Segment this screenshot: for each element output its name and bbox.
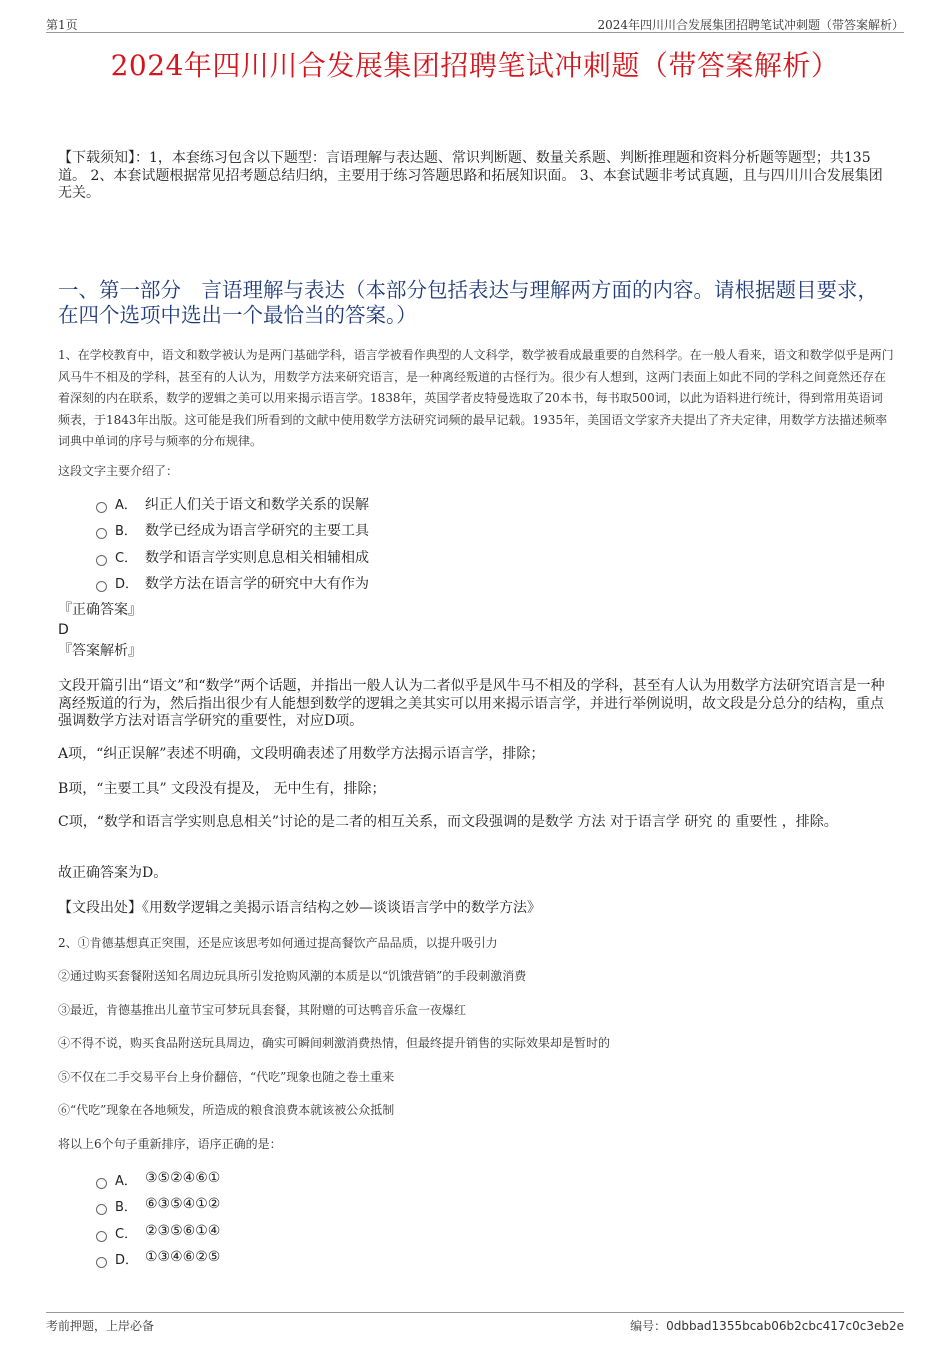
option-label: D． — [115, 576, 139, 592]
option-label: C． — [115, 550, 138, 566]
page-footer — [46, 1312, 904, 1333]
radio-icon[interactable] — [96, 1231, 107, 1242]
option-label: B． — [115, 1200, 137, 1216]
page-number: 第1页 — [46, 18, 78, 32]
question-2-line: ②通过购买套餐附送知名周边玩具所引发抢购风潮的本质是以“饥饿营销”的手段刺激消费 — [58, 969, 527, 983]
analysis-option-b: B项，“主要工具” 文段没有提及， 无中生有，排除； — [58, 781, 386, 797]
radio-icon[interactable] — [96, 502, 107, 513]
footer-code — [630, 1317, 904, 1334]
code-label: 编号： — [630, 1319, 667, 1333]
radio-icon[interactable] — [96, 555, 107, 566]
radio-icon[interactable] — [96, 581, 107, 592]
question-2-line: ⑤不仅在二手交易平台上身价翻倍，“代吃”现象也随之卷土重来 — [58, 1070, 395, 1084]
radio-icon[interactable] — [96, 1204, 107, 1215]
question-2-line: ③最近，肯德基推出儿童节宝可梦玩具套餐，其附赠的可达鸭音乐盒一夜爆红 — [58, 1003, 467, 1017]
question-2-line: ⑥“代吃”现象在各地频发，所造成的粮食浪费本就该被公众抵制 — [58, 1103, 395, 1117]
answer-heading: 『正确答案』 — [58, 602, 142, 618]
code-value: 0dbbad1355bcab06b2cbc417c0c3eb2e — [666, 1319, 904, 1333]
section-heading: 一、第一部分 言语理解与表达（本部分包括表达与理解两方面的内容。请根据题目要求，在四个选项中选出一个最恰当的答案。） — [58, 278, 878, 327]
analysis-option-a: A项，“纠正误解”表述不明确，文段明确表述了用数学方法揭示语言学，排除； — [58, 746, 545, 762]
option-label: C． — [115, 1226, 138, 1242]
option-text: ②③⑤⑥①④ — [145, 1222, 221, 1239]
header-doc-title: 2024年四川川合发展集团招聘笔试冲刺题（带答案解析） — [597, 18, 904, 32]
option-text: ⑥③⑤④①② — [145, 1196, 221, 1213]
download-notice: 【下载须知】：1，本套练习包含以下题型：言语理解与表达题、常识判断题、数量关系题、判断推理题和资料分析题等题型；共135道。 2、本套试题根据常见招考题总结归纳，主要用于练习答题思路和拓展知识面。 3、本套试题非考试真题，且与四川川合发展集团无关。 — [58, 150, 883, 201]
option-text: 纠正人们关于语文和数学关系的误解 — [145, 497, 369, 513]
analysis-conclusion: 故正确答案为D。 — [58, 865, 168, 881]
radio-icon[interactable] — [96, 1178, 107, 1189]
radio-icon[interactable] — [96, 528, 107, 539]
radio-icon[interactable] — [96, 1257, 107, 1268]
option-text: 数学已经成为语言学研究的主要工具 — [145, 523, 369, 540]
option-label: A． — [115, 498, 137, 513]
analysis-paragraph: 文段开篇引出“语文”和“数学”两个话题，并指出一般人认为二者似乎是风牛马不相及的学科，甚至有人认为用数学方法研究语言是一种离经叛道的行为，然后指出很少有人能想到数学的逻辑之美其实可以用来揭示语言学，并进行举例说明，故文段是分总分的结构，重点强调数学方法对语言学研究的重要性，对应D项。 — [58, 678, 885, 729]
answer-value: D — [58, 622, 69, 638]
option-text: ①③④⑥②⑤ — [145, 1248, 221, 1265]
question-2-line: ④不得不说，购买食品附送玩具周边，确实可瞬间刺激消费热情，但最终提升销售的实际效果却是暂时的 — [58, 1036, 611, 1050]
page-title: 2024年四川川合发展集团招聘笔试冲刺题（带答案解析） — [110, 49, 840, 82]
analysis-option-c: C项，“数学和语言学实则息息相关”讨论的是二者的相互关系，而文段强调的是数学 方法 对于语言学 研究 的 重要性 ，排除。 — [58, 814, 838, 830]
question-1-source: 【文段出处】《用数学逻辑之美揭示语言结构之妙—谈谈语言学中的数学方法》 — [58, 900, 541, 916]
page-header — [46, 14, 904, 33]
option-text: 数学方法在语言学的研究中大有作为 — [145, 575, 369, 592]
question-2-line: 2、①肯德基想真正突围，还是应该思考如何通过提高餐饮产品品质，以提升吸引力 — [58, 936, 498, 950]
question-1-prompt: 这段文字主要介绍了： — [58, 464, 179, 478]
question-1-stem: 1、在学校教育中，语文和数学被认为是两门基础学科，语言学被看作典型的人文科学，数学被看成最重要的自然科学。在一般人看来，语文和数学似乎是两门风马牛不相及的学科，甚至有的人认为，用数学方法来研究语言，是一种离经叛道的古怪行为。很少有人想到，这两门表面上如此不同的学科之间竟然还存在着深刻的内在联系，数学的逻辑之美可以用来揭示语言学。1838年，英国学者皮特曼选取了20本书，每书取500词，以此为语料进行统计，得到常用英语词频表，于1843年出版。这可能是我们所看到的文献中使用数学方法研究词频的最早记载。1935年，美国语文学家齐夫提出了齐夫定律，用数学方法描述频率词典中单词的序号与频率的分布规律。 — [58, 348, 894, 448]
option-label: B． — [115, 524, 137, 540]
footer-slogan: 考前押题，上岸必备 — [46, 1319, 155, 1333]
option-text: ③⑤②④⑥① — [145, 1170, 221, 1186]
option-text: 数学和语言学实则息息相关相辅相成 — [145, 549, 369, 566]
question-2-prompt: 将以上6个句子重新排序，语序正确的是： — [58, 1137, 282, 1151]
analysis-heading: 『答案解析』 — [58, 643, 142, 659]
option-label: A． — [115, 1174, 137, 1189]
option-label: D． — [115, 1252, 139, 1268]
